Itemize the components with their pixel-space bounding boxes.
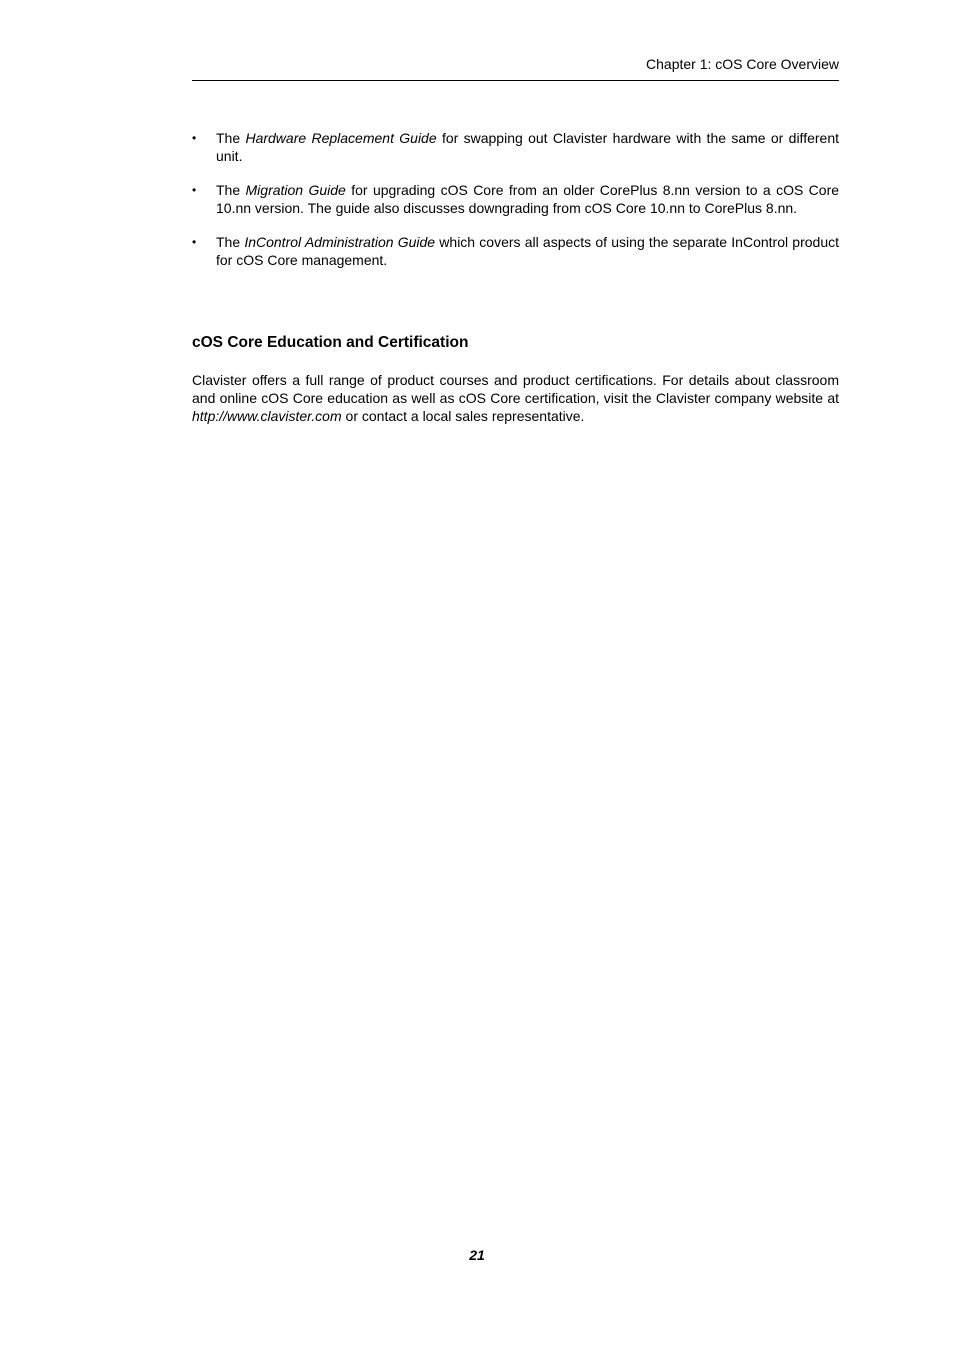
website-link[interactable]: http://www.clavister.com — [192, 408, 342, 424]
bullet-marker: • — [192, 183, 197, 197]
item-description: for upgrading cOS Core from an older CorePlus 8.nn version to a cOS Core 10.nn version. The guide also discusses downgrading from cOS Core 10.nn to CorePlus 8.nn. — [216, 182, 840, 216]
guide-title: InControl Administration Guide — [244, 234, 436, 250]
paragraph-text: Clavister offers a full range of product courses and product certifications. For details about classroom and online cOS Core education as well as cOS Core certification, visit the Clavister company website at — [192, 372, 839, 406]
bullet-marker: • — [192, 131, 197, 145]
list-item — [192, 181, 839, 217]
guide-list — [192, 129, 839, 285]
guide-title: Migration Guide — [245, 182, 346, 198]
education-paragraph — [192, 371, 839, 425]
item-description: for swapping out Clavister hardware with the same or different unit. — [216, 130, 839, 164]
page-number: 21 — [469, 1247, 485, 1263]
header-divider — [192, 80, 839, 81]
guide-title: Hardware Replacement Guide — [245, 130, 437, 146]
item-lead: The — [216, 130, 246, 146]
item-description: which covers all aspects of using the separate InControl product for cOS Core management. — [216, 234, 839, 268]
running-header: Chapter 1: cOS Core Overview — [646, 56, 839, 72]
section-heading: cOS Core Education and Certification — [192, 334, 469, 351]
item-lead: The — [216, 234, 245, 250]
list-item — [192, 233, 839, 269]
bullet-marker: • — [192, 235, 197, 249]
paragraph-text-end: or contact a local sales representative. — [341, 408, 585, 424]
item-lead: The — [216, 182, 246, 198]
list-item — [192, 129, 839, 165]
